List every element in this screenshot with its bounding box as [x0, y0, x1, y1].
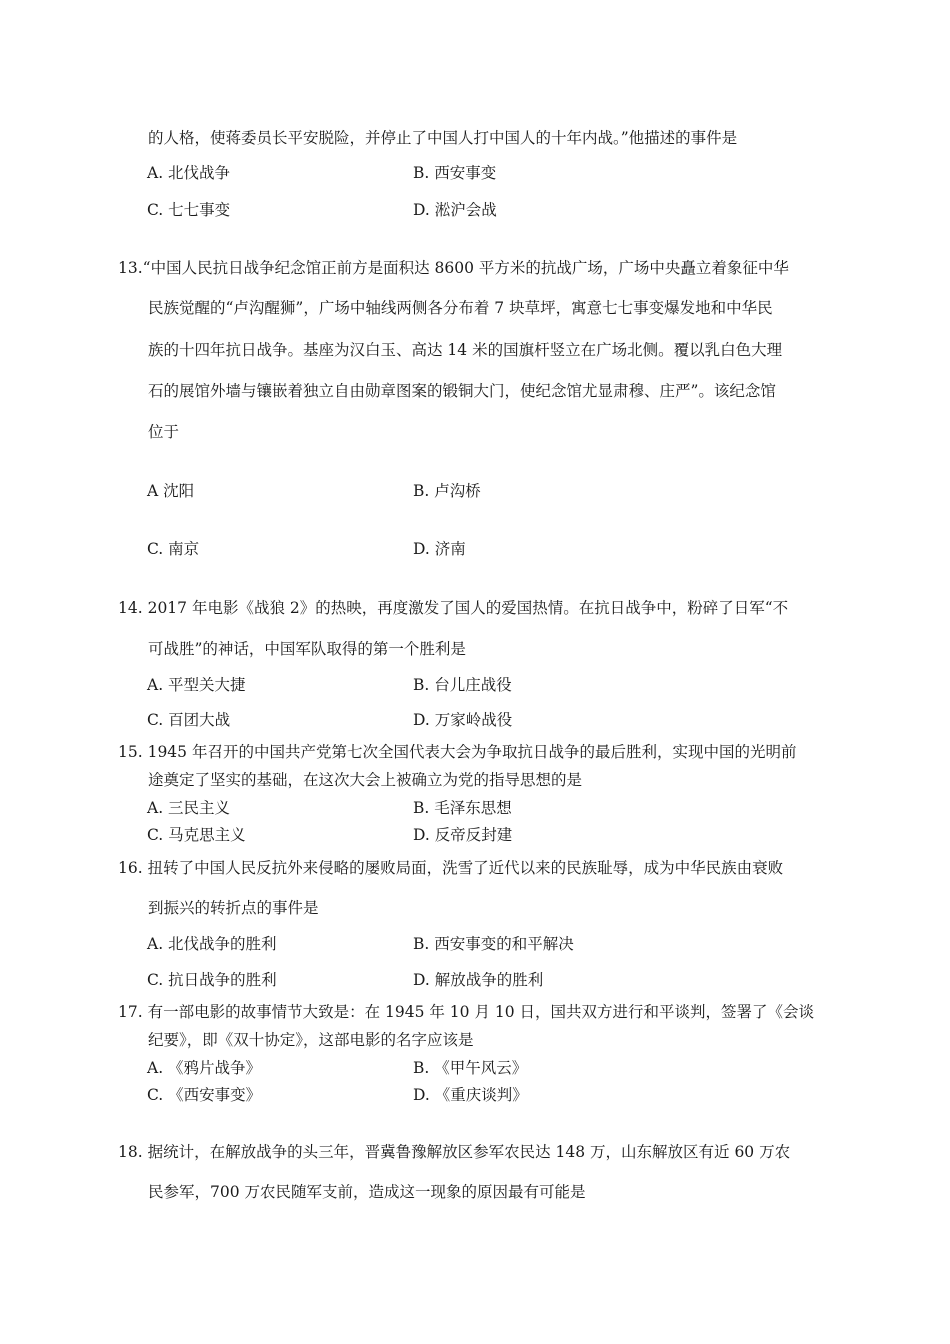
q12-option-d: D. 淞沪会战: [413, 201, 497, 219]
q13-option-b: B. 卢沟桥: [413, 482, 481, 500]
q14-option-b: B. 台儿庄战役: [413, 676, 512, 694]
q12-option-b: B. 西安事变: [413, 164, 497, 182]
q15-option-c: C. 马克思主义: [147, 826, 246, 844]
q13-line-5: 位于: [148, 423, 180, 441]
q15-line-1: 15. 1945 年召开的中国共产党第七次全国代表大会为争取抗日战争的最后胜利，实现中国的光明前: [118, 743, 797, 761]
q14-option-d: D. 万家岭战役: [413, 711, 513, 729]
q18-line-1: 18. 据统计，在解放战争的头三年，晋冀鲁豫解放区参军农民达 148 万，山东解放区有近 60 万农: [118, 1143, 791, 1161]
q16-option-a: A. 北伐战争的胜利: [147, 935, 277, 953]
q18-line-2: 民参军，700 万农民随军支前，造成这一现象的原因最有可能是: [148, 1183, 586, 1201]
q15-option-a: A. 三民主义: [147, 799, 231, 817]
q15-option-b: B. 毛泽东思想: [413, 799, 512, 817]
q17-option-c: C. 《西安事变》: [147, 1086, 262, 1104]
q17-line-1: 17. 有一部电影的故事情节大致是：在 1945 年 10 月 10 日，国共双方进行和平谈判，签署了《会谈: [118, 1003, 815, 1021]
q17-option-b: B. 《甲午风云》: [413, 1059, 528, 1077]
q14-option-c: C. 百团大战: [147, 711, 231, 729]
q17-line-2: 纪要》，即《双十协定》，这部电影的名字应该是: [148, 1031, 474, 1049]
q14-line-1: 14. 2017 年电影《战狼 2》的热映，再度激发了国人的爱国热情。在抗日战争中，粉碎了日军“不: [118, 599, 789, 617]
q13-line-2: 民族觉醒的“卢沟醒狮”，广场中轴线两侧各分布着 7 块草坪，寓意七七事变爆发地和中华民: [148, 299, 773, 317]
q13-option-c: C. 南京: [147, 540, 200, 558]
q16-line-1: 16. 扭转了中国人民反抗外来侵略的屡败局面，洗雪了近代以来的民族耻辱，成为中华民族由衰败: [118, 859, 784, 877]
q16-line-2: 到振兴的转折点的事件是: [148, 899, 319, 917]
q13-option-d: D. 济南: [413, 540, 466, 558]
q13-line-1: 13.“中国人民抗日战争纪念馆正前方是面积达 8600 平方米的抗战广场，广场中央矗立着象征中华: [118, 259, 789, 277]
q12-option-a: A. 北伐战争: [147, 164, 231, 182]
q17-option-a: A. 《鸦片战争》: [147, 1059, 262, 1077]
q17-option-d: D. 《重庆谈判》: [413, 1086, 528, 1104]
q14-option-a: A. 平型关大捷: [147, 676, 246, 694]
q14-line-2: 可战胜”的神话，中国军队取得的第一个胜利是: [148, 640, 466, 658]
q16-option-b: B. 西安事变的和平解决: [413, 935, 574, 953]
q16-option-c: C. 抗日战争的胜利: [147, 971, 277, 989]
q13-line-3: 族的十四年抗日战争。基座为汉白玉、高达 14 米的国旗杆竖立在广场北侧。覆以乳白色大理: [148, 341, 783, 359]
q12-option-c: C. 七七事变: [147, 201, 231, 219]
q13-line-4: 石的展馆外墙与镶嵌着独立自由勋章图案的锻铜大门，使纪念馆尤显肃穆、庄严”。该纪念馆: [148, 382, 776, 400]
q15-option-d: D. 反帝反封建: [413, 826, 513, 844]
q16-option-d: D. 解放战争的胜利: [413, 971, 544, 989]
q13-option-a: A 沈阳: [147, 482, 195, 500]
q15-line-2: 途奠定了坚实的基础，在这次大会上被确立为党的指导思想的是: [148, 771, 583, 789]
q12-stem-end: 的人格，使蒋委员长平安脱险，并停止了中国人打中国人的十年内战。”他描述的事件是: [148, 129, 738, 147]
